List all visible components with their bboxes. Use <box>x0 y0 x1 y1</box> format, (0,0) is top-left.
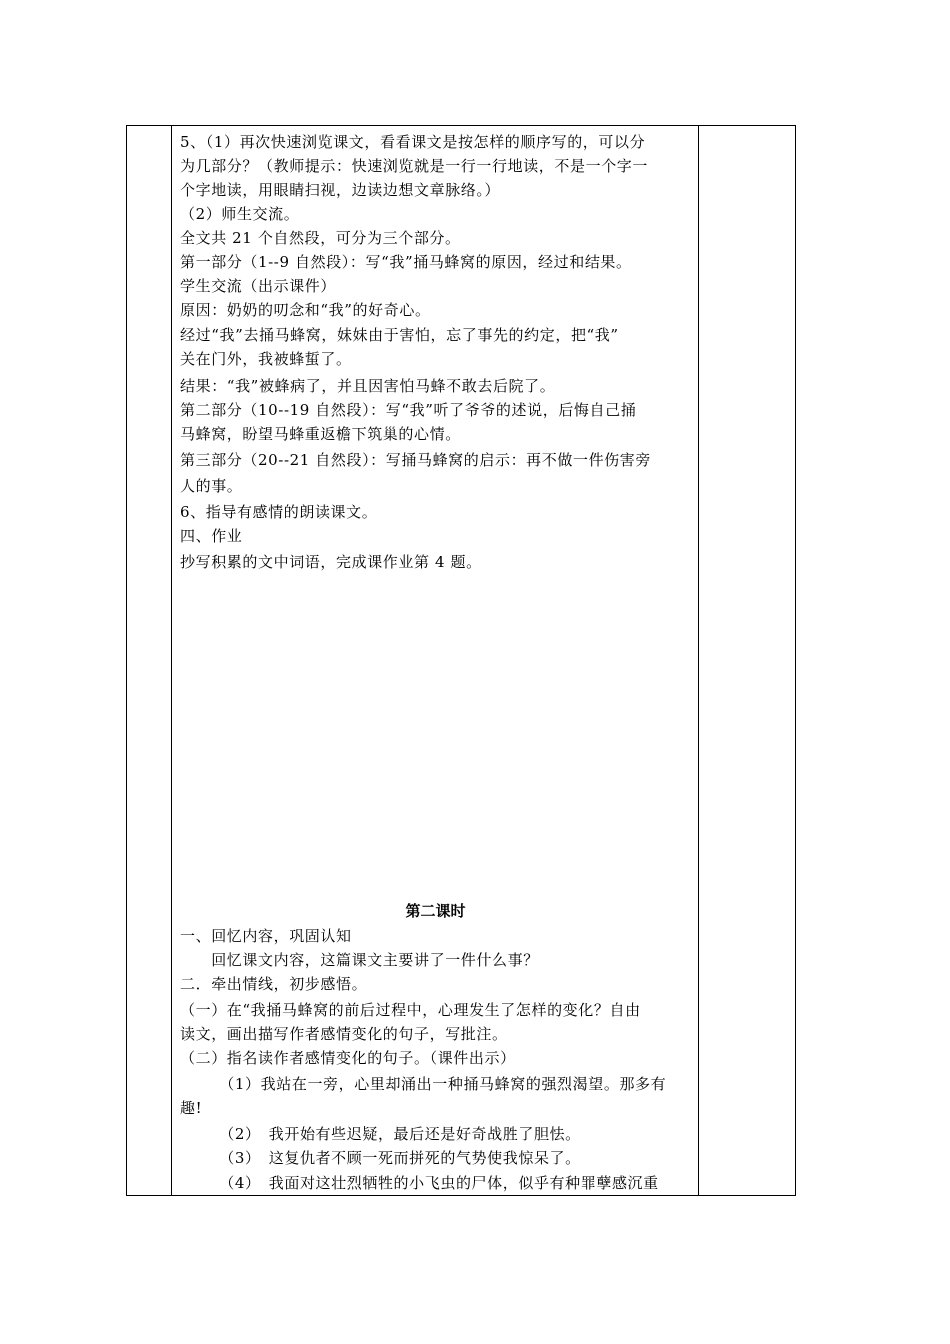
text-line: 趣! <box>180 1099 203 1117</box>
text-line: 第二部分（10--19 自然段）：写“我”听了爷爷的述说，后悔自己捅 <box>180 401 637 419</box>
lesson-plan-table <box>126 125 796 1196</box>
left-column <box>127 126 172 1195</box>
text-line: （二）指名读作者感情变化的句子。（课件出示） <box>180 1049 516 1067</box>
text-line: 个字地读，用眼睛扫视，边读边想文章脉络。） <box>180 181 501 199</box>
text-line: （3） 这复仇者不顾一死而拼死的气势使我惊呆了。 <box>180 1149 581 1167</box>
text-line: 学生交流（出示课件） <box>180 277 337 295</box>
main-content-column <box>172 126 699 1195</box>
text-line: 为几部分？（教师提示：快速浏览就是一行一行地读，不是一个字一 <box>180 157 649 175</box>
text-line: 5、（1）再次快速浏览课文，看看课文是按怎样的顺序写的，可以分 <box>180 133 646 151</box>
text-line: （一）在“我捅马蜂窝的前后过程中，心理发生了怎样的变化？自由 <box>180 1001 641 1019</box>
text-line: 四、作业 <box>180 527 243 545</box>
right-column <box>698 126 795 1195</box>
section-title: 第二课时 <box>405 902 466 920</box>
text-line: 经过“我”去捅马蜂窝，妹妹由于害怕，忘了事先的约定，把“我” <box>180 326 619 344</box>
text-line: （2） 我开始有些迟疑，最后还是好奇战胜了胆怯。 <box>180 1125 581 1143</box>
text-line: 人的事。 <box>180 477 243 495</box>
text-line: 马蜂窝，盼望马蜂重返檐下筑巢的心情。 <box>180 425 461 443</box>
text-line: 关在门外，我被蜂蜇了。 <box>180 350 352 368</box>
text-line: 原因：奶奶的叨念和“我”的好奇心。 <box>180 301 431 319</box>
text-line: （1）我站在一旁，心里却涌出一种捅马蜂窝的强烈渴望。那多有 <box>180 1075 667 1093</box>
text-line: 二．牵出情线，初步感悟。 <box>180 975 368 993</box>
text-line: 第一部分（1--9 自然段）：写“我”捅马蜂窝的原因，经过和结果。 <box>180 253 632 271</box>
text-line: 读文，画出描写作者感情变化的句子，写批注。 <box>180 1025 508 1043</box>
text-line: （4） 我面对这壮烈牺牲的小飞虫的尸体，似乎有种罪孽感沉重 <box>180 1174 659 1192</box>
text-line: 一、回忆内容，巩固认知 <box>180 927 352 945</box>
text-line: 结果：“我”被蜂病了，并且因害怕马蜂不敢去后院了。 <box>180 377 556 395</box>
text-line: 抄写积累的文中词语，完成课作业第 4 题。 <box>180 553 482 571</box>
text-line: （2）师生交流。 <box>180 205 300 223</box>
text-line: 回忆课文内容，这篇课文主要讲了一件什么事？ <box>180 951 539 969</box>
text-line: 第三部分（20--21 自然段）：写捅马蜂窝的启示：再不做一件伤害旁 <box>180 451 651 469</box>
text-line: 6、指导有感情的朗读课文。 <box>180 503 378 521</box>
text-line: 全文共 21 个自然段，可分为三个部分。 <box>180 229 461 247</box>
